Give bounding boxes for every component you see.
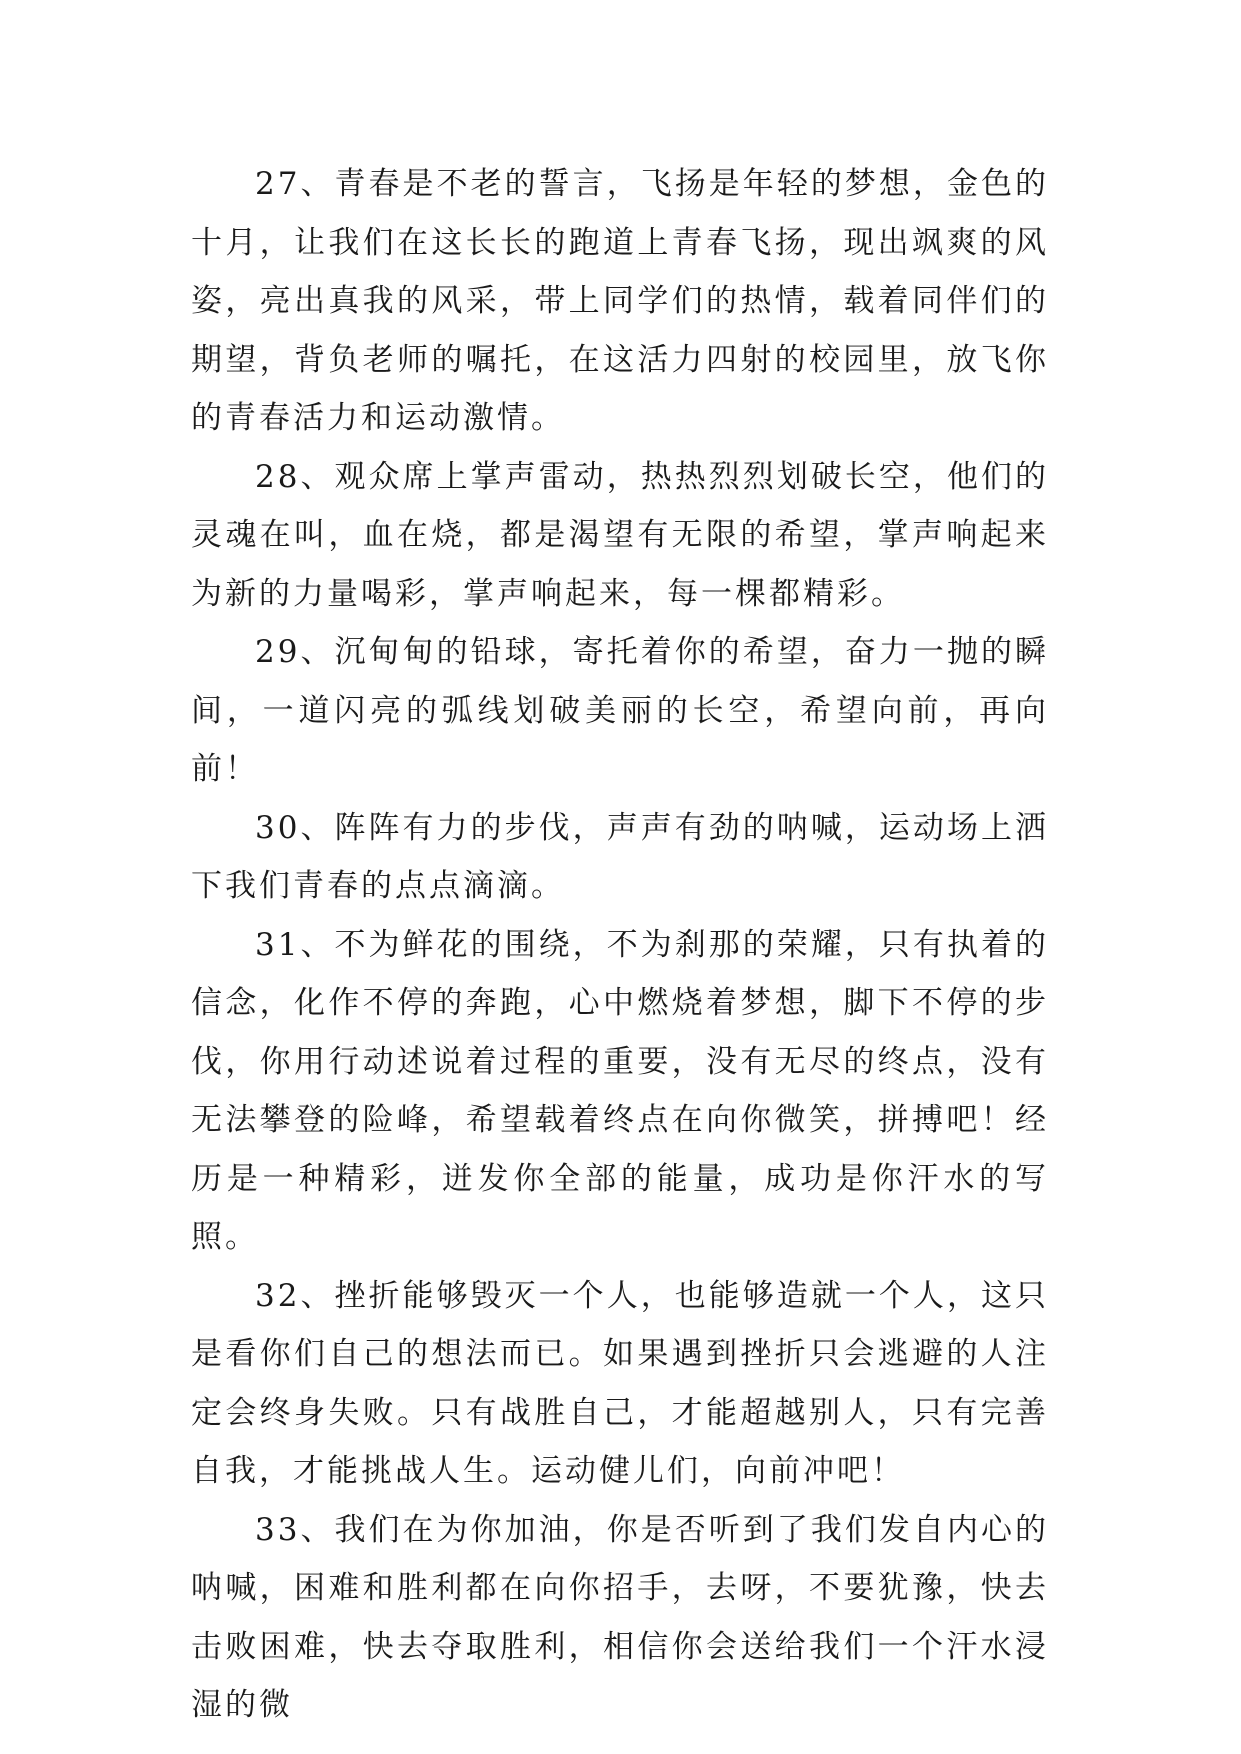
paragraph-27: 27、青春是不老的誓言，飞扬是年轻的梦想，金色的十月，让我们在这长长的跑道上青春飞扬，现出飒爽的风姿，亮出真我的风采，带上同学们的热情，载着同伴们的期望，背负老师的嘱托，在这活力四射的校园里，放飞你的青春活力和运动激情。 bbox=[191, 166, 1049, 436]
paragraph-28: 28、观众席上掌声雷动，热热烈烈划破长空，他们的灵魂在叫，血在烧，都是渴望有无限的希望，掌声响起来为新的力量喝彩，掌声响起来，每一棵都精彩。 bbox=[191, 458, 1049, 612]
paragraph-30: 30、阵阵有力的步伐，声声有劲的呐喊，运动场上洒下我们青春的点点滴滴。 bbox=[191, 809, 1049, 904]
paragraph-32: 32、挫折能够毁灭一个人，也能够造就一个人，这只是看你们自己的想法而已。如果遇到挫折只会逃避的人注定会终身失败。只有战胜自己，才能超越别人，只有完善自我，才能挑战人生。运动健儿们，向前冲吧！ bbox=[191, 1277, 1049, 1489]
paragraph-33: 33、我们在为你加油，你是否听到了我们发自内心的呐喊，困难和胜利都在向你招手，去呀，不要犹豫，快去击败困难，快去夺取胜利，相信你会送给我们一个汗水浸湿的微 bbox=[191, 1511, 1049, 1723]
document-body bbox=[191, 155, 1049, 1735]
paragraph-29: 29、沉甸甸的铅球，寄托着你的希望，奋力一抛的瞬间，一道闪亮的弧线划破美丽的长空，希望向前，再向前！ bbox=[191, 634, 1049, 787]
paragraph-31: 31、不为鲜花的围绕，不为刹那的荣耀，只有执着的信念，化作不停的奔跑，心中燃烧着梦想，脚下不停的步伐，你用行动述说着过程的重要，没有无尽的终点，没有无法攀登的险峰，希望载着终点在向你微笑，拼搏吧！经历是一种精彩，迸发你全部的能量，成功是你汗水的写照。 bbox=[191, 926, 1049, 1255]
